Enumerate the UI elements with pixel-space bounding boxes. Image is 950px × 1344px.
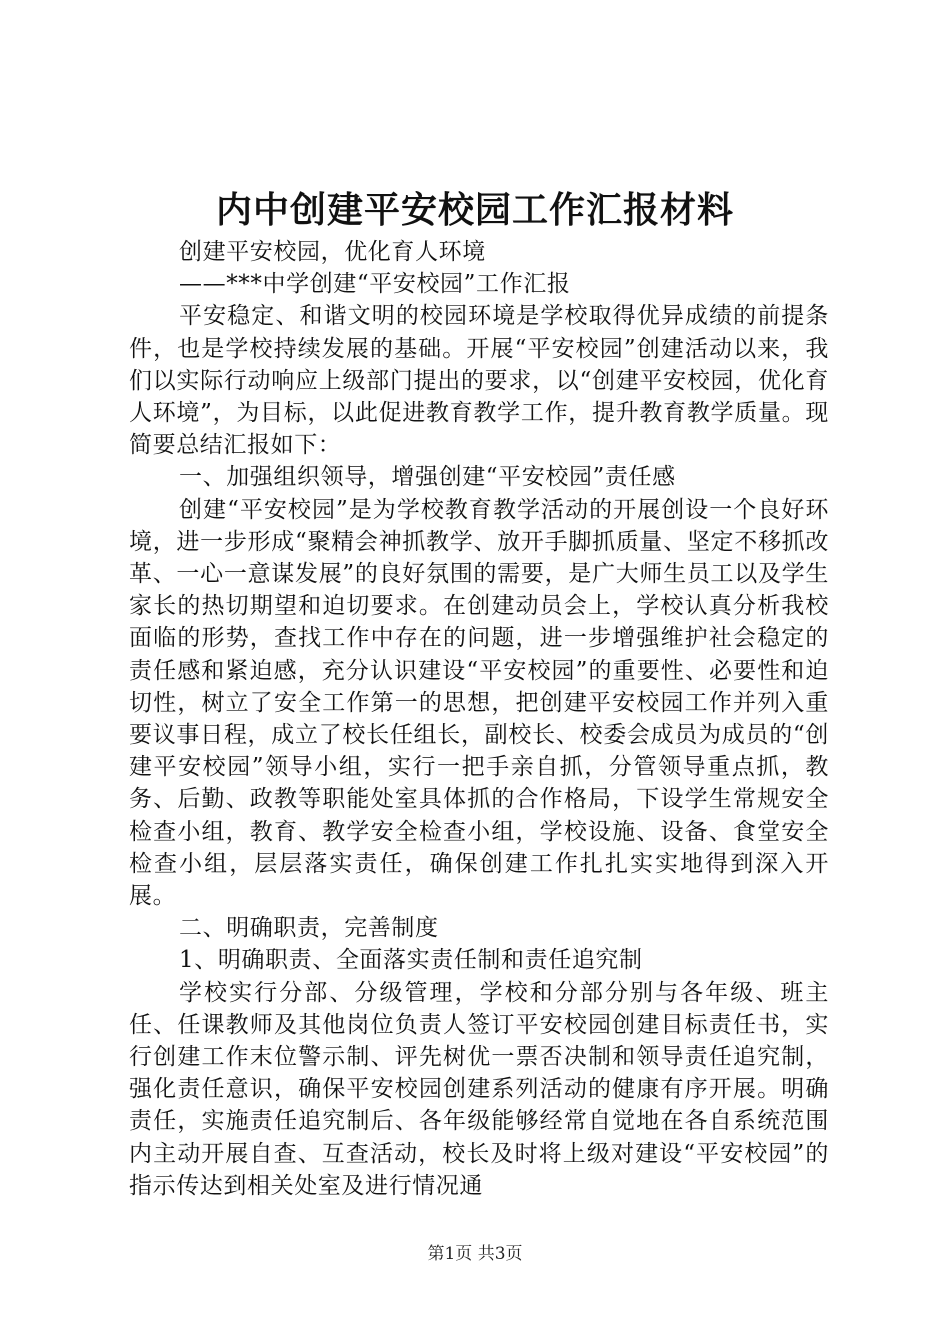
section-heading-2: 二、明确职责，完善制度 (179, 915, 439, 942)
page-footer: 第1页 共3页 (427, 1244, 523, 1264)
subtitle-report-line: ——***中学创建“平安校园”工作汇报 (179, 271, 571, 298)
document-title: 内中创建平安校园工作汇报材料 (215, 189, 734, 231)
subsection-2-1-paragraph: 学校实行分部、分级管理，学校和分部分别与各年级、班主任、任课教师及其他岗位负责人签订平安校园创建目标责任书，实行创建工作末位警示制、评先树优一票否决制和领导责任追究制，强化责任意识，确保平安校园创建系列活动的健康有序开展。明确责任，实施责任追究制后、各年级能够经常自觉地在各自系统范围内主动开展自查、互查活动，校长及时将上级对建设“平安校园”的指示传达到相关处室及进行情况通 (129, 979, 829, 1199)
document-body (129, 236, 829, 1202)
intro-paragraph: 平安稳定、和谐文明的校园环境是学校取得优异成绩的前提条件，也是学校持续发展的基础。开展“平安校园”创建活动以来，我们以实际行动响应上级部门提出的要求，以“创建平安校园，优化育人环境”，为目标，以此促进教育教学工作，提升教育教学质量。现简要总结汇报如下： (129, 303, 829, 459)
section-heading-1: 一、加强组织领导，增强创建“平安校园”责任感 (179, 464, 676, 491)
section-1-paragraph: 创建“平安校园”是为学校教育教学活动的开展创设一个良好环境，进一步形成“聚精会神抓教学、放开手脚抓质量、坚定不移抓改革、一心一意谋发展”的良好氛围的需要，是广大师生员工以及学生家长的热切期望和迫切要求。在创建动员会上，学校认真分析我校面临的形势，查找工作中存在的问题，进一步增强维护社会稳定的责任感和紧迫感，充分认识建设“平安校园”的重要性、必要性和迫切性，树立了安全工作第一的思想，把创建平安校园工作并列入重要议事日程，成立了校长任组长，副校长、校委会成员为成员的“创建平安校园”领导小组，实行一把手亲自抓，分管领导重点抓，教务、后勤、政教等职能处室具体抓的合作格局，下设学生常规安全检查小组，教育、教学安全检查小组，学校设施、设备、食堂安全检查小组，层层落实责任，确保创建工作扎扎实实地得到深入开展。 (129, 496, 829, 910)
subtitle-line: 创建平安校园，优化育人环境 (179, 239, 486, 265)
subsection-heading-2-1: 1、明确职责、全面落实责任制和责任追究制 (179, 947, 643, 974)
